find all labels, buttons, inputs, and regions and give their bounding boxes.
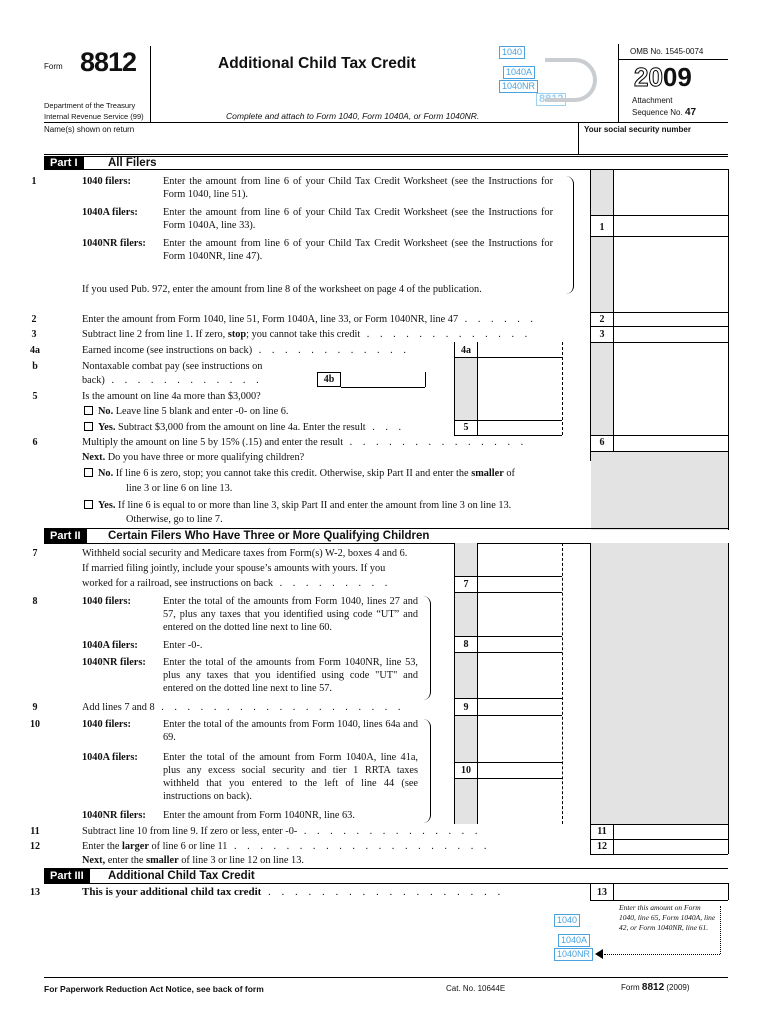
part-2-title: Certain Filers Who Have Three or More Qualifying Children [108,530,430,542]
brace-line-1 [564,176,574,294]
line-4b-box-label: 4b [317,372,341,387]
line-3-number: 3 [31,329,37,340]
line-5-amount-field[interactable] [478,421,562,435]
line-10-1040a-label: 1040A filers: [82,752,138,763]
footer-paperwork-notice: For Paperwork Reduction Act Notice, see back of form [44,984,264,994]
line-13-destination-note: Enter this amount on Form 1040, line 65, Form 1040A, line 42, or Form 1040NR, line 61. [619,903,716,932]
line-6-no-option: No. If line 6 is zero, stop; you cannot take this credit. Otherwise, skip Part II and enter the smaller of [84,468,515,481]
line-9-number: 9 [32,702,38,713]
arrow-loop-icon [545,58,597,102]
line-6-yes-checkbox[interactable] [84,500,93,509]
line-12-amount-field[interactable] [614,840,728,854]
line-4a-text: Earned income (see instructions on back) . . . . . . . . . . . . [82,345,410,356]
ssn-field[interactable] [580,136,728,154]
line-12-number: 12 [30,841,40,852]
line-8-1040nr-label: 1040NR filers: [82,657,146,668]
name-field[interactable] [44,136,578,154]
line-8-box-label: 8 [463,639,469,650]
line-1-1040a-label: 1040A filers: [82,207,138,218]
line-6-amount-field[interactable] [614,436,728,450]
line-12-next: Next, enter the smaller of line 3 or line 12 on line 13. [82,855,304,866]
line-4a-box-label: 4a [461,345,471,356]
line-11-box-label: 11 [597,826,607,837]
line-8-number: 8 [32,596,38,607]
line-11-amount-field[interactable] [614,825,728,839]
line-12-box-label: 12 [597,841,607,852]
line-10-1040nr-label: 1040NR filers: [82,810,146,821]
line-7-amount-field[interactable] [478,577,562,592]
dotted-leader [604,954,720,955]
form-label: Form [44,62,63,71]
line-1-1040a-text: Enter the amount from line 6 of your Child Tax Credit Worksheet (see the Instructions for Form 1040A, line 33). [163,207,553,231]
line-1-pub-972-note: If you used Pub. 972, enter the amount from line 8 of the worksheet on page 4 of the publication. [82,284,482,295]
line-8-amount-field[interactable] [478,637,562,652]
line-8-1040a-text: Enter -0-. [163,640,203,651]
omb-number: OMB No. 1545-0074 [630,47,704,56]
line-5-box-label: 5 [463,422,469,433]
line-10-amount-field[interactable] [478,763,562,778]
line-6-no-checkbox[interactable] [84,468,93,477]
line-13-text: This is your additional child tax credit . . . . . . . . . . . . . . . . . . [82,886,505,898]
line-11-text: Subtract line 10 from line 9. If zero or less, enter -0- . . . . . . . . . . . . . . [82,826,482,837]
line-9-box-label: 9 [463,702,469,713]
form-number: 8812 [80,47,137,77]
line-13-box-label: 13 [597,887,607,898]
line-13-number: 13 [30,887,40,898]
line-1-amount-field[interactable] [614,216,728,235]
line-5-no-option: No. Leave line 5 blank and enter -0- on line 6. [84,406,288,419]
line-10-1040-label: 1040 filers: [82,719,131,730]
line-10-box-label: 10 [461,765,471,776]
line-9-text: Add lines 7 and 8 . . . . . . . . . . . . . . . . . . . [82,702,405,713]
line-10-number: 10 [30,719,40,730]
line-6-yes-option: Yes. If line 6 is equal to or more than line 3, skip Part II and enter the amount from line 3 on line 13. [84,500,511,513]
line-1-1040-text: Enter the amount from line 6 of your Child Tax Credit Worksheet (see the Instructions for Form 1040, line 51). [163,176,553,200]
dept-line-2: Internal Revenue Service (99) [44,112,144,121]
part-3-title: Additional Child Tax Credit [108,870,255,882]
line-2-text: Enter the amount from Form 1040, line 51, Form 1040A, line 33, or Form 1040NR, line 47 . . . . . . [82,314,537,325]
tax-year-outline: 20 [634,62,663,92]
line-9-amount-field[interactable] [478,699,562,715]
line-11-number: 11 [30,826,40,837]
line-2-amount-field[interactable] [614,313,728,325]
dept-line-1: Department of the Treasury [44,101,136,110]
line-6-next: Next. Do you have three or more qualifying children? [82,452,305,463]
line-10-1040a-text: Enter the total of the amount from Form 1040A, line 41a, plus any excess social security and tier 1 RRTA taxes withheld that you entered to the left of line 44 (see instructions on back). [163,752,418,802]
dest-1040-icon: 1040 [554,914,580,927]
tax-year [634,61,692,94]
line-7-number: 7 [32,548,38,559]
line-1-number: 1 [31,176,37,187]
line-5-yes-checkbox[interactable] [84,422,93,431]
names-label: Name(s) shown on return [44,125,135,134]
part-1-tag: Part I [44,156,84,170]
line-6-number: 6 [32,437,38,448]
line-1-1040nr-text: Enter the amount from line 6 of your Child Tax Credit Worksheet (see the Instructions for Form 1040NR, line 47). [163,238,553,262]
line-6-text: Multiply the amount on line 5 by 15% (.15) and enter the result . . . . . . . . . . . . . . [82,437,528,448]
form-1040nr-icon: 1040NR [499,80,538,93]
part-1-title: All Filers [108,157,157,169]
line-5-text: Is the amount on line 4a more than $3,000? [82,391,261,402]
tax-year-bold: 09 [662,62,692,92]
line-1-box-label: 1 [599,222,605,233]
form-8812-icon: 8812 [536,93,566,106]
line-8-1040-text: Enter the total of the amounts from Form 1040, lines 27 and 57, plus any taxes that you identified using code “UT” and entered on the dotted line next to line 60. [163,596,418,633]
footer-cat-number: Cat. No. 10644E [446,984,506,993]
line-6-box-label: 6 [599,437,605,448]
line-5-number: 5 [32,391,38,402]
line-4a-amount-field[interactable] [478,343,562,357]
line-3-amount-field[interactable] [614,327,728,341]
line-1-1040-label: 1040 filers: [82,176,131,187]
dest-1040a-icon: 1040A [558,934,590,947]
line-7-text-3: worked for a railroad, see instructions on back . . . . . . . . . [82,578,392,589]
sequence-label: Sequence No. 47 [632,107,697,118]
ssn-label: Your social security number [584,125,691,134]
attach-instruction: Complete and attach to Form 1040, Form 1040A, or Form 1040NR. [226,111,480,121]
line-13-amount-field[interactable] [614,884,728,900]
line-12-text: Enter the larger of line 6 or line 11 . . . . . . . . . . . . . . . . . . . . [82,841,491,852]
line-4b-number: b [32,361,38,372]
line-8-1040-label: 1040 filers: [82,596,131,607]
part-2-tag: Part II [44,529,87,543]
form-1040-icon: 1040 [499,46,525,59]
line-10-1040nr-text: Enter the amount from Form 1040NR, line 63. [163,810,355,821]
arrow-left-icon [595,949,603,959]
line-6-no-text-2: line 3 or line 6 on line 13. [126,483,233,494]
line-8-1040a-label: 1040A filers: [82,640,138,651]
line-5-no-checkbox[interactable] [84,406,93,415]
part-3-tag: Part III [44,869,90,883]
line-10-1040-text: Enter the total of the amounts from Form 1040, lines 64a and 69. [163,719,418,743]
line-1-1040nr-label: 1040NR filers: [82,238,146,249]
line-5-yes-option: Yes. Subtract $3,000 from the amount on line 4a. Enter the result . . . [84,422,405,435]
sequence-number: 47 [684,107,697,118]
line-3-text: Subtract line 2 from line 1. If zero, stop; you cannot take this credit . . . . . . . . . . . . . [82,329,532,340]
line-7-box-label: 7 [463,579,469,590]
line-4b-text-1: Nontaxable combat pay (see instructions on [82,361,263,372]
line-7-text-2: If married filing jointly, include your spouse’s amounts with yours. If you [82,563,386,574]
line-2-box-label: 2 [599,314,605,325]
dotted-leader-vertical [720,906,721,954]
form-title: Additional Child Tax Credit [218,55,416,72]
attachment-label: Attachment [632,96,673,105]
footer-form-id: Form 8812 (2009) [621,982,690,993]
line-4b-amount-field[interactable] [342,372,425,387]
line-7-text-1: Withheld social security and Medicare taxes from Form(s) W-2, boxes 4 and 6. [82,548,408,559]
line-8-1040nr-text: Enter the total of the amounts from Form 1040NR, line 53, plus any taxes that you identified using code "UT" and entered on the dotted line next to line 57. [163,657,418,694]
line-2-number: 2 [31,314,37,325]
line-4b-text-2: back) . . . . . . . . . . . . [82,375,263,386]
brace-line-10 [421,719,431,823]
form-1040a-icon: 1040A [503,66,535,79]
line-6-yes-text-2: Otherwise, go to line 7. [126,514,223,525]
dest-1040nr-icon: 1040NR [554,948,593,961]
line-4a-number: 4a [30,345,40,356]
brace-line-8 [421,596,431,700]
line-3-box-label: 3 [599,329,605,340]
